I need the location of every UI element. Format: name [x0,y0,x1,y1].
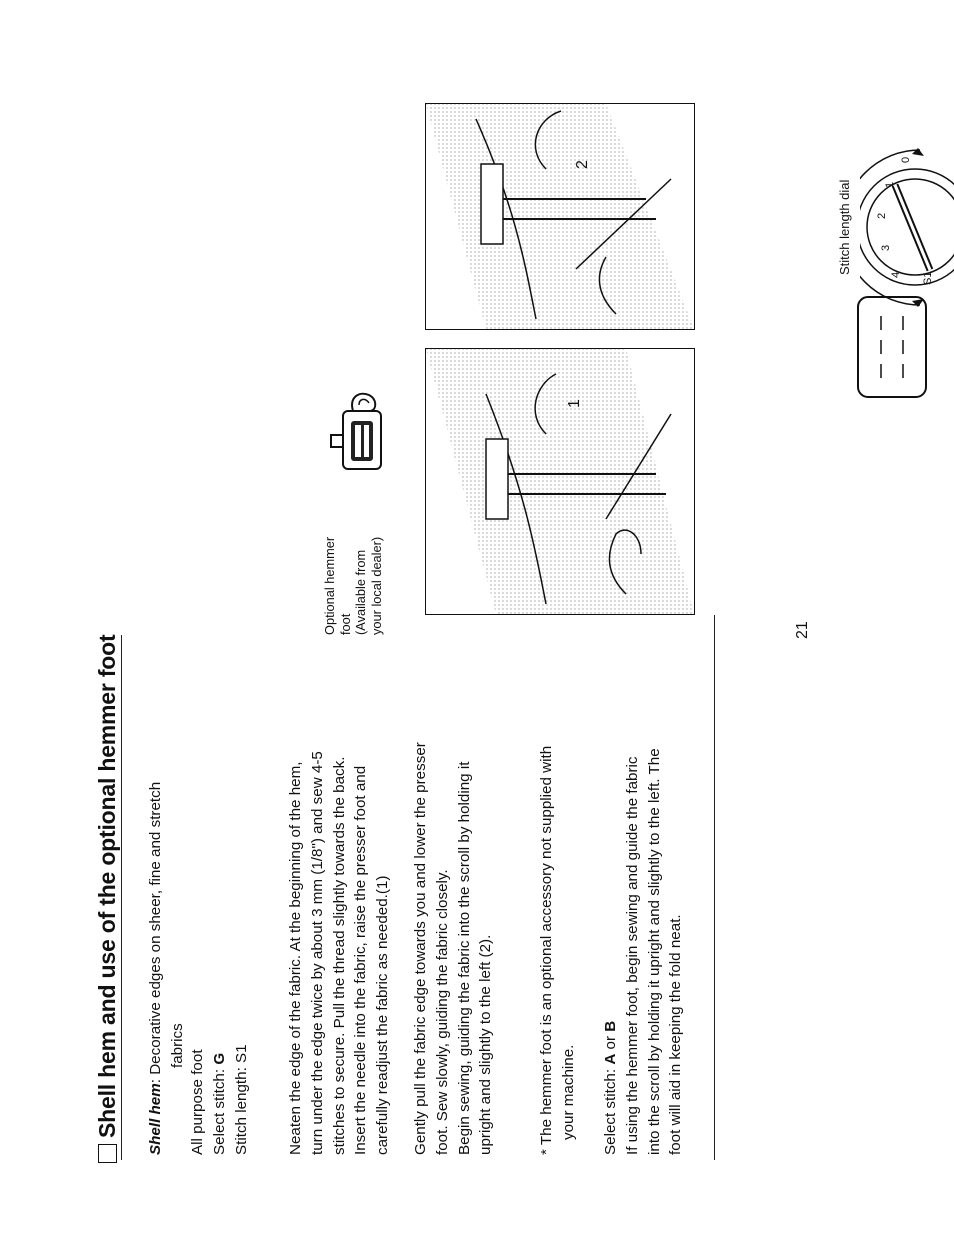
para1-line: carefully readjust the fabric as needed.(1) [374,875,392,1155]
intro-block [145,782,189,1155]
caption-line: your local dealer) [368,536,384,635]
dial-label-3: 3 [880,244,892,251]
dial-label-0: 0 [900,156,912,163]
shell-hem-term: Shell hem [147,1083,164,1155]
hemmer-setting-block [600,748,687,1155]
note-line: * The hemmer foot is an optional accessory not supplied with [538,745,555,1155]
length-setting [231,1044,253,1155]
para2-line: Gently pull the fabric edge towards you and lower the presser [412,742,429,1155]
alt-stitch-label: Select stitch: [602,1068,619,1155]
stitch-display-window [855,290,929,400]
caption-line: Optional hemmer [322,536,337,635]
para1-line: turn under the edge twice by about 3 mm (1/8") and sew 4-5 [308,751,326,1155]
intro-description: Decorative edges on sheer, fine and stretch [147,781,164,1075]
dial-label-4: 4 [890,271,902,278]
term-colon: : [147,1079,164,1084]
dial-graphic [860,135,954,315]
stitch-label: Select stitch: [210,1068,228,1155]
foot-setting: All purpose foot [189,1049,206,1155]
note-line: your machine. [559,1044,577,1140]
caption-line: foot [337,613,353,635]
dial-caption: Stitch length dial [837,179,852,275]
checkbox-square-icon [98,1144,117,1163]
instruction-paragraph-2 [410,742,497,1155]
dial-label-2: 2 [876,212,888,219]
para1-line: Neaten the edge of the fabric. At the beginning of the hem, [287,761,304,1155]
settings-block [187,1044,252,1155]
para2-line: foot. Sew slowly, guiding the fabric closely. [433,869,451,1155]
page-number: 21 [794,621,811,639]
caption-line: (Available from [353,549,368,635]
dial-label-s1: S1 [922,271,934,285]
figure-step-1 [425,348,695,615]
length-value: S1 [232,1044,250,1063]
hemmer-foot-icon [325,385,405,475]
hemmer-caption [322,537,384,635]
stitch-value: G [210,1052,228,1065]
alt-line: foot will aid in keeping the fold neat. [667,914,685,1155]
note-block [536,746,580,1155]
stitch-a: A [602,1053,619,1065]
length-label: Stitch length: [232,1067,250,1155]
step-1-label: 1 [566,399,583,408]
stitch-setting [209,1044,231,1155]
para1-line: stitches to secure. Pull the thread slightly towards the back. [330,756,348,1155]
or-text: or [602,1031,619,1054]
bottom-divider [714,615,715,1160]
figure-step-2 [425,103,695,330]
para2-line: upright and slightly to the left (2). [477,934,495,1155]
section-heading [94,635,121,1163]
stitch-b: B [602,1020,619,1032]
title-underline [121,635,122,1160]
alt-line: into the scroll by holding it upright and slightly to the left. The [645,748,663,1155]
intro-description-cont: fabrics [168,1023,186,1068]
para2-line: Begin sewing, guiding the fabric into the scroll by holding it [455,761,473,1155]
alt-line: If using the hemmer foot, begin sewing and guide the fabric [623,756,641,1155]
step-2-label: 2 [574,160,591,169]
hemmer-foot-illustration [325,385,405,475]
dial-label-1: 1 [884,181,896,188]
page-title: Shell hem and use of the optional hemmer foot [94,634,120,1138]
alt-stitch-setting [600,748,622,1155]
instruction-paragraph-1 [285,751,394,1155]
para1-line: Insert the needle into the fabric, raise the presser foot and [352,765,370,1155]
